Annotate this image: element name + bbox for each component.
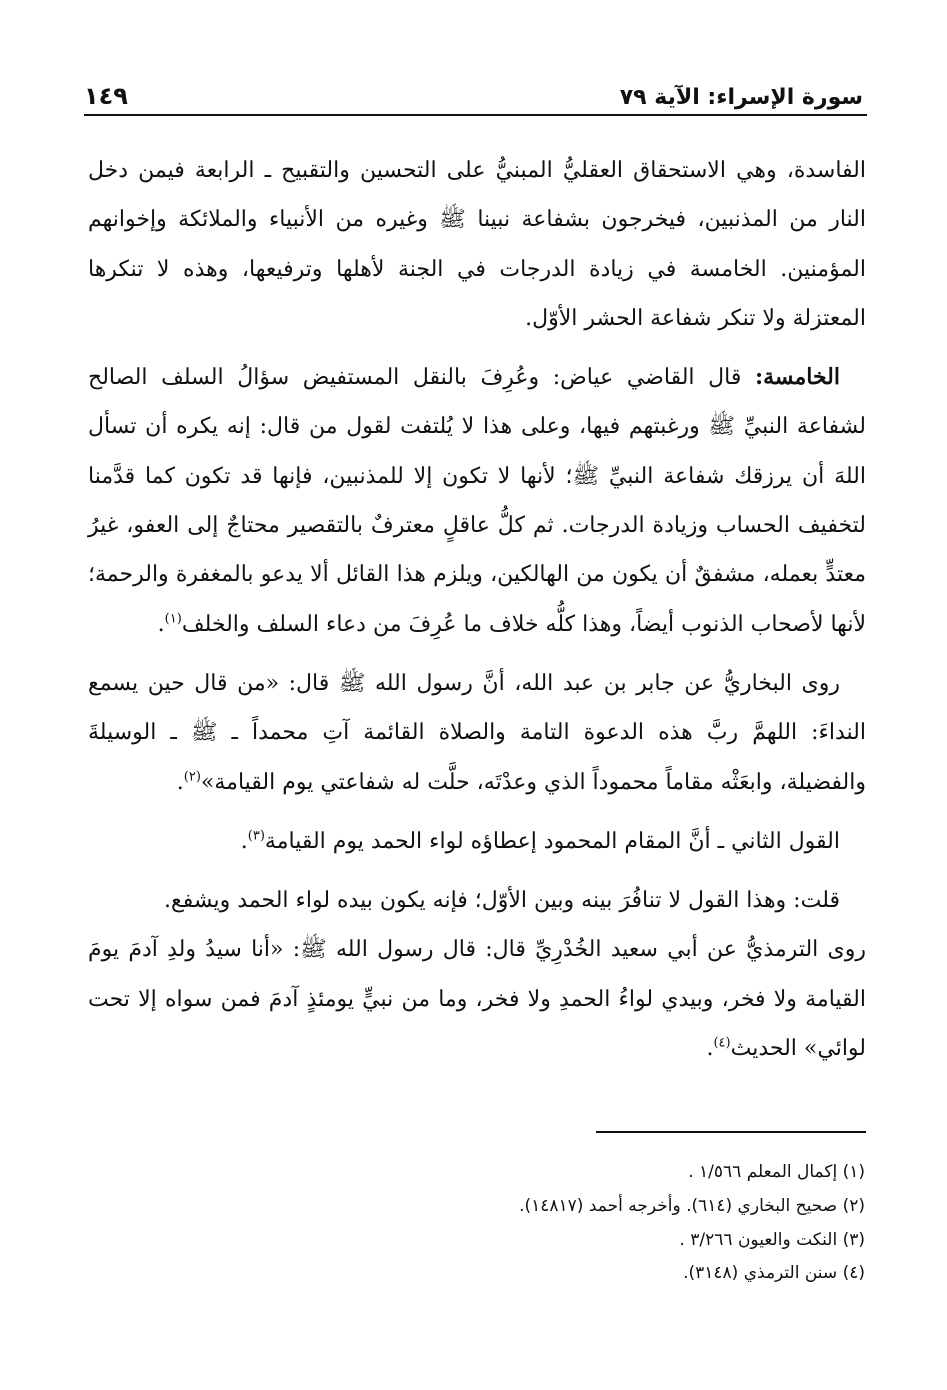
page-number: ١٤٩ — [84, 82, 128, 110]
footnote-ref-4: (٤) — [713, 1035, 731, 1051]
running-title: سورة الإسراء: الآية ٧٩ — [619, 85, 863, 110]
paragraph-5-text: قلت: وهذا القول لا تنافُرَ بينه وبين الأوّل؛ فإنه يكون بيده لواء الحمد ويشفع. — [164, 888, 840, 914]
footnote-1: (١) إكمال المعلم ١/٥٦٦ . — [688, 1162, 865, 1182]
paragraph-2-end: . — [157, 611, 165, 637]
paragraph-1-text: الفاسدة، وهي الاستحقاق العقليُّ المبنيُّ على التحسين والتقبيح ـ الرابعة فيمن دخل النار من المذنبين، فيخرجون بشفاعة نبينا ﷺ وغيره من الأنبياء والملائكة وإخوانهم المؤمنين. الخامسة في زيادة الدرجات في الجنة لأهلها وترفيعها، وهذه لا تنكرها المعتزلة ولا تنكر شفاعة الحشر الأوّل. — [88, 158, 866, 331]
footnotes — [165, 1156, 865, 1291]
paragraph-6 — [88, 925, 866, 1073]
paragraph-3 — [88, 659, 866, 807]
paragraph-3-text: روى البخاريُّ عن جابر بن عبد الله، أنَّ رسول الله ﷺ قال: «من قال حين يسمع النداءَ: اللهمَّ ربَّ هذه الدعوة التامة والصلاة القائمة آتِ محمداً ـ ﷺ ـ الوسيلةَ والفضيلة، وابعَثْه مقاماً محموداً الذي وعدْتَه، حلَّت له شفاعتي يوم القيامة» — [88, 670, 866, 795]
page-header — [84, 74, 863, 110]
paragraph-3-end: . — [176, 769, 184, 795]
paragraph-1 — [88, 146, 866, 343]
footnote-rule — [596, 1131, 866, 1133]
paragraph-5 — [88, 876, 866, 925]
header-rule — [84, 114, 867, 116]
paragraph-6-text: روى الترمذيُّ عن أبي سعيد الخُدْرِيِّ قال: قال رسول الله ﷺ: «أنا سيدُ ولدِ آدمَ يومَ القيامة ولا فخر، وبيدي لواءُ الحمدِ ولا فخر، وما من نبيٍّ يومئذٍ آدمَ فمن سواه إلا تحت لوائي» الحديث — [88, 937, 866, 1062]
main-text — [88, 146, 866, 1073]
footnote-2: (٢) صحيح البخاري (٦١٤). وأخرجه أحمد (١٤٨١٧). — [519, 1195, 865, 1216]
paragraph-4-text: القول الثاني ـ أنَّ المقام المحمود إعطاؤه لواء الحمد يوم القيامة — [264, 828, 840, 854]
footnote-ref-3: (٣) — [247, 828, 265, 844]
footnote-3: (٣) النكت والعيون ٣/٢٦٦ . — [679, 1229, 865, 1250]
paragraph-2 — [88, 353, 866, 649]
footnote-4: (٤) سنن الترمذي (٣١٤٨). — [683, 1263, 865, 1284]
paragraph-6-end: . — [706, 1036, 714, 1062]
section-lead: الخامسة: — [754, 364, 840, 391]
paragraph-2-text: قال القاضي عياض: وعُرِفَ بالنقل المستفيض سؤالُ السلف الصالح لشفاعة النبيِّ ﷺ ورغبتهم فيها، وعلى هذا لا يُلتفت لقول من قال: إنه يكره أن تسأل اللهَ أن يرزقك شفاعة النبيِّ ﷺ؛ لأنها لا تكون إلا للمذنبين، فإنها قد تكون كما قدَّمنا لتخفيف الحساب وزيادة الدرجات. ثم كلُّ عاقلٍ معترفٌ بالتقصير محتاجٌ إلى العفو، غيرُ معتدٍّ بعمله، مشفقٌ أن يكون من الهالكين، ويلزم هذا القائل ألا يدعو بالمغفرة والرحمة؛ لأنها لأصحاب الذنوب أيضاً، وهذا كلُّه خلاف ما عُرِفَ من دعاء السلف والخلف — [88, 365, 866, 637]
paragraph-4-end: . — [240, 828, 248, 854]
paragraph-4 — [88, 817, 866, 866]
footnote-ref-1: (١) — [164, 611, 182, 627]
footnote-ref-2: (٢) — [183, 769, 201, 785]
